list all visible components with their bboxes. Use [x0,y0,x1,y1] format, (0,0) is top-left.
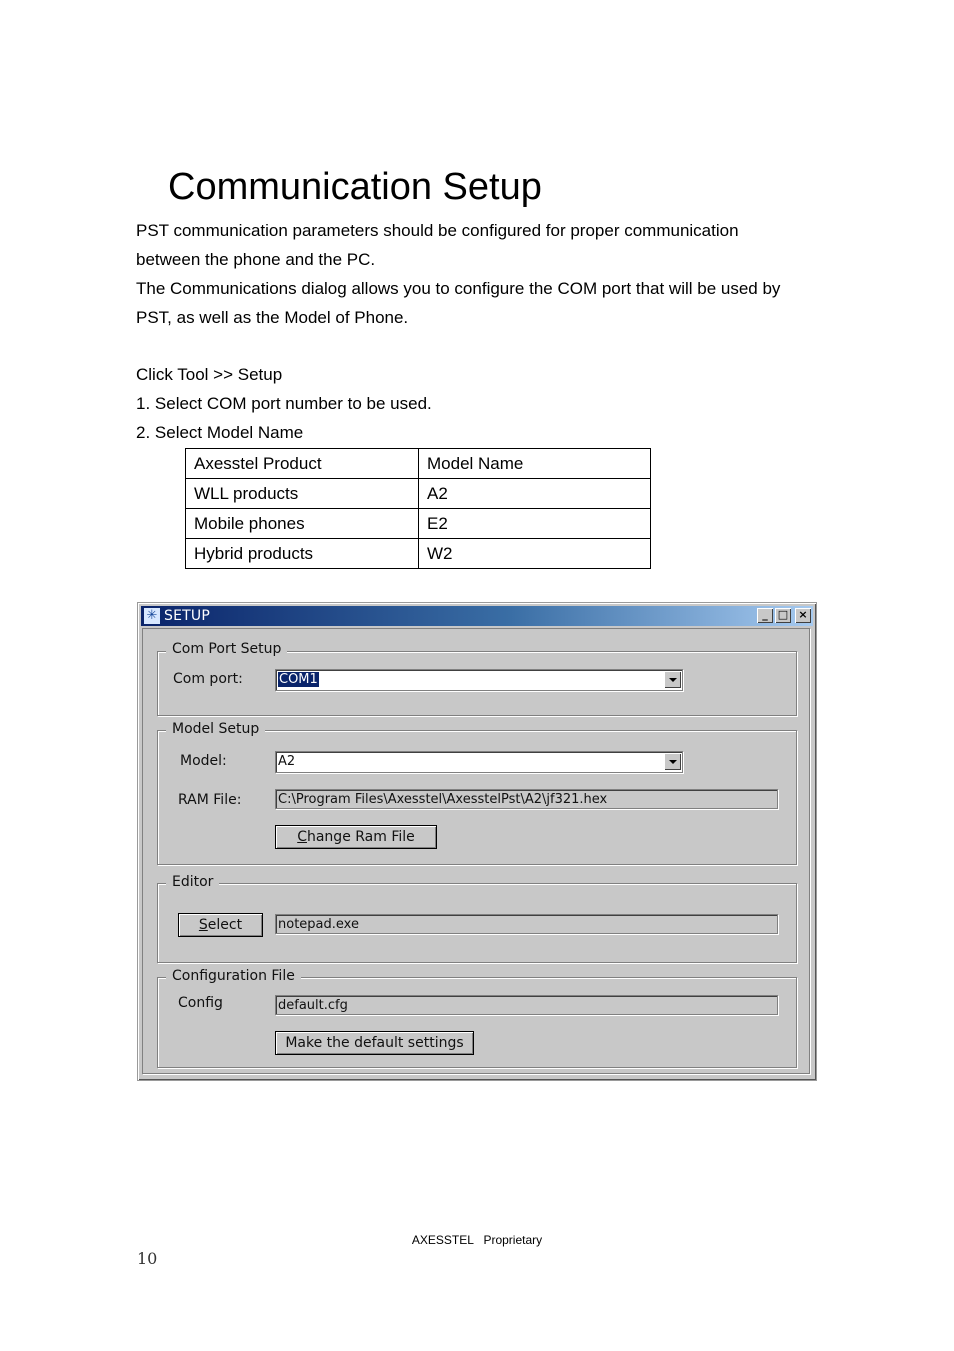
com-port-label: Com port: [173,671,243,687]
table-row [186,479,651,509]
config-field[interactable]: default.cfg [275,995,778,1015]
intro-line: PST communication parameters should be configured for proper communication [136,221,739,240]
table-cell: E2 [419,509,651,539]
model-label: Model: [180,753,227,769]
model-table [185,448,651,569]
instruction-step-2: 2. Select Model Name [136,423,304,442]
model-value: A2 [278,754,296,769]
com-port-value: COM1 [279,672,318,687]
table-row [186,539,651,569]
ram-file-label: RAM File: [178,792,242,808]
editor-group-label: Editor [166,874,219,890]
snowflake-icon: ✳ [144,608,160,624]
config-file-group-label: Configuration File [166,968,301,984]
com-port-select[interactable] [275,669,683,691]
table-cell: A2 [419,479,651,509]
make-default-settings-button[interactable]: Make the default settings [275,1031,474,1055]
table-cell: W2 [419,539,651,569]
table-header-cell: Model Name [419,449,651,479]
page-title: Communication Setup [168,166,542,208]
table-header-cell: Axesstel Product [186,449,419,479]
intro-paragraph-1 [136,216,836,274]
com-port-group-label: Com Port Setup [166,641,287,657]
dialog-titlebar[interactable] [141,606,813,626]
instruction-click: Click Tool >> Setup [136,365,283,384]
table-row [186,509,651,539]
footer-company: AXESSTEL Proprietary [411,1233,543,1247]
close-button[interactable]: × [795,608,811,623]
config-label: Config [178,995,223,1011]
table-cell: Mobile phones [186,509,419,539]
table-cell: WLL products [186,479,419,509]
dialog-title: SETUP [164,608,210,624]
ram-file-field[interactable]: C:\Program Files\Axesstel\AxesstelPst\A2\jf321.hex [275,789,778,809]
editor-field[interactable]: notepad.exe [275,914,778,934]
model-setup-group-label: Model Setup [166,721,265,737]
chevron-down-icon[interactable] [664,753,681,770]
intro-line: PST, as well as the Model of Phone. [136,308,409,327]
intro-paragraph-2 [136,274,836,332]
maximize-button[interactable]: □ [775,608,791,623]
model-select[interactable] [275,751,683,773]
intro-line: between the phone and the PC. [136,250,376,269]
select-editor-button[interactable]: Select [178,913,263,937]
instruction-step-1: 1. Select COM port number to be used. [136,394,432,413]
chevron-down-icon[interactable] [664,671,681,688]
page-number: 10 [137,1249,158,1268]
config-file-group [157,977,797,1068]
change-ram-file-button[interactable]: Change Ram File [275,825,437,849]
table-header-row [186,449,651,479]
minimize-button[interactable]: _ [757,608,773,623]
table-cell: Hybrid products [186,539,419,569]
setup-dialog [137,602,817,1081]
intro-line: The Communications dialog allows you to configure the COM port that will be used by [136,279,781,298]
